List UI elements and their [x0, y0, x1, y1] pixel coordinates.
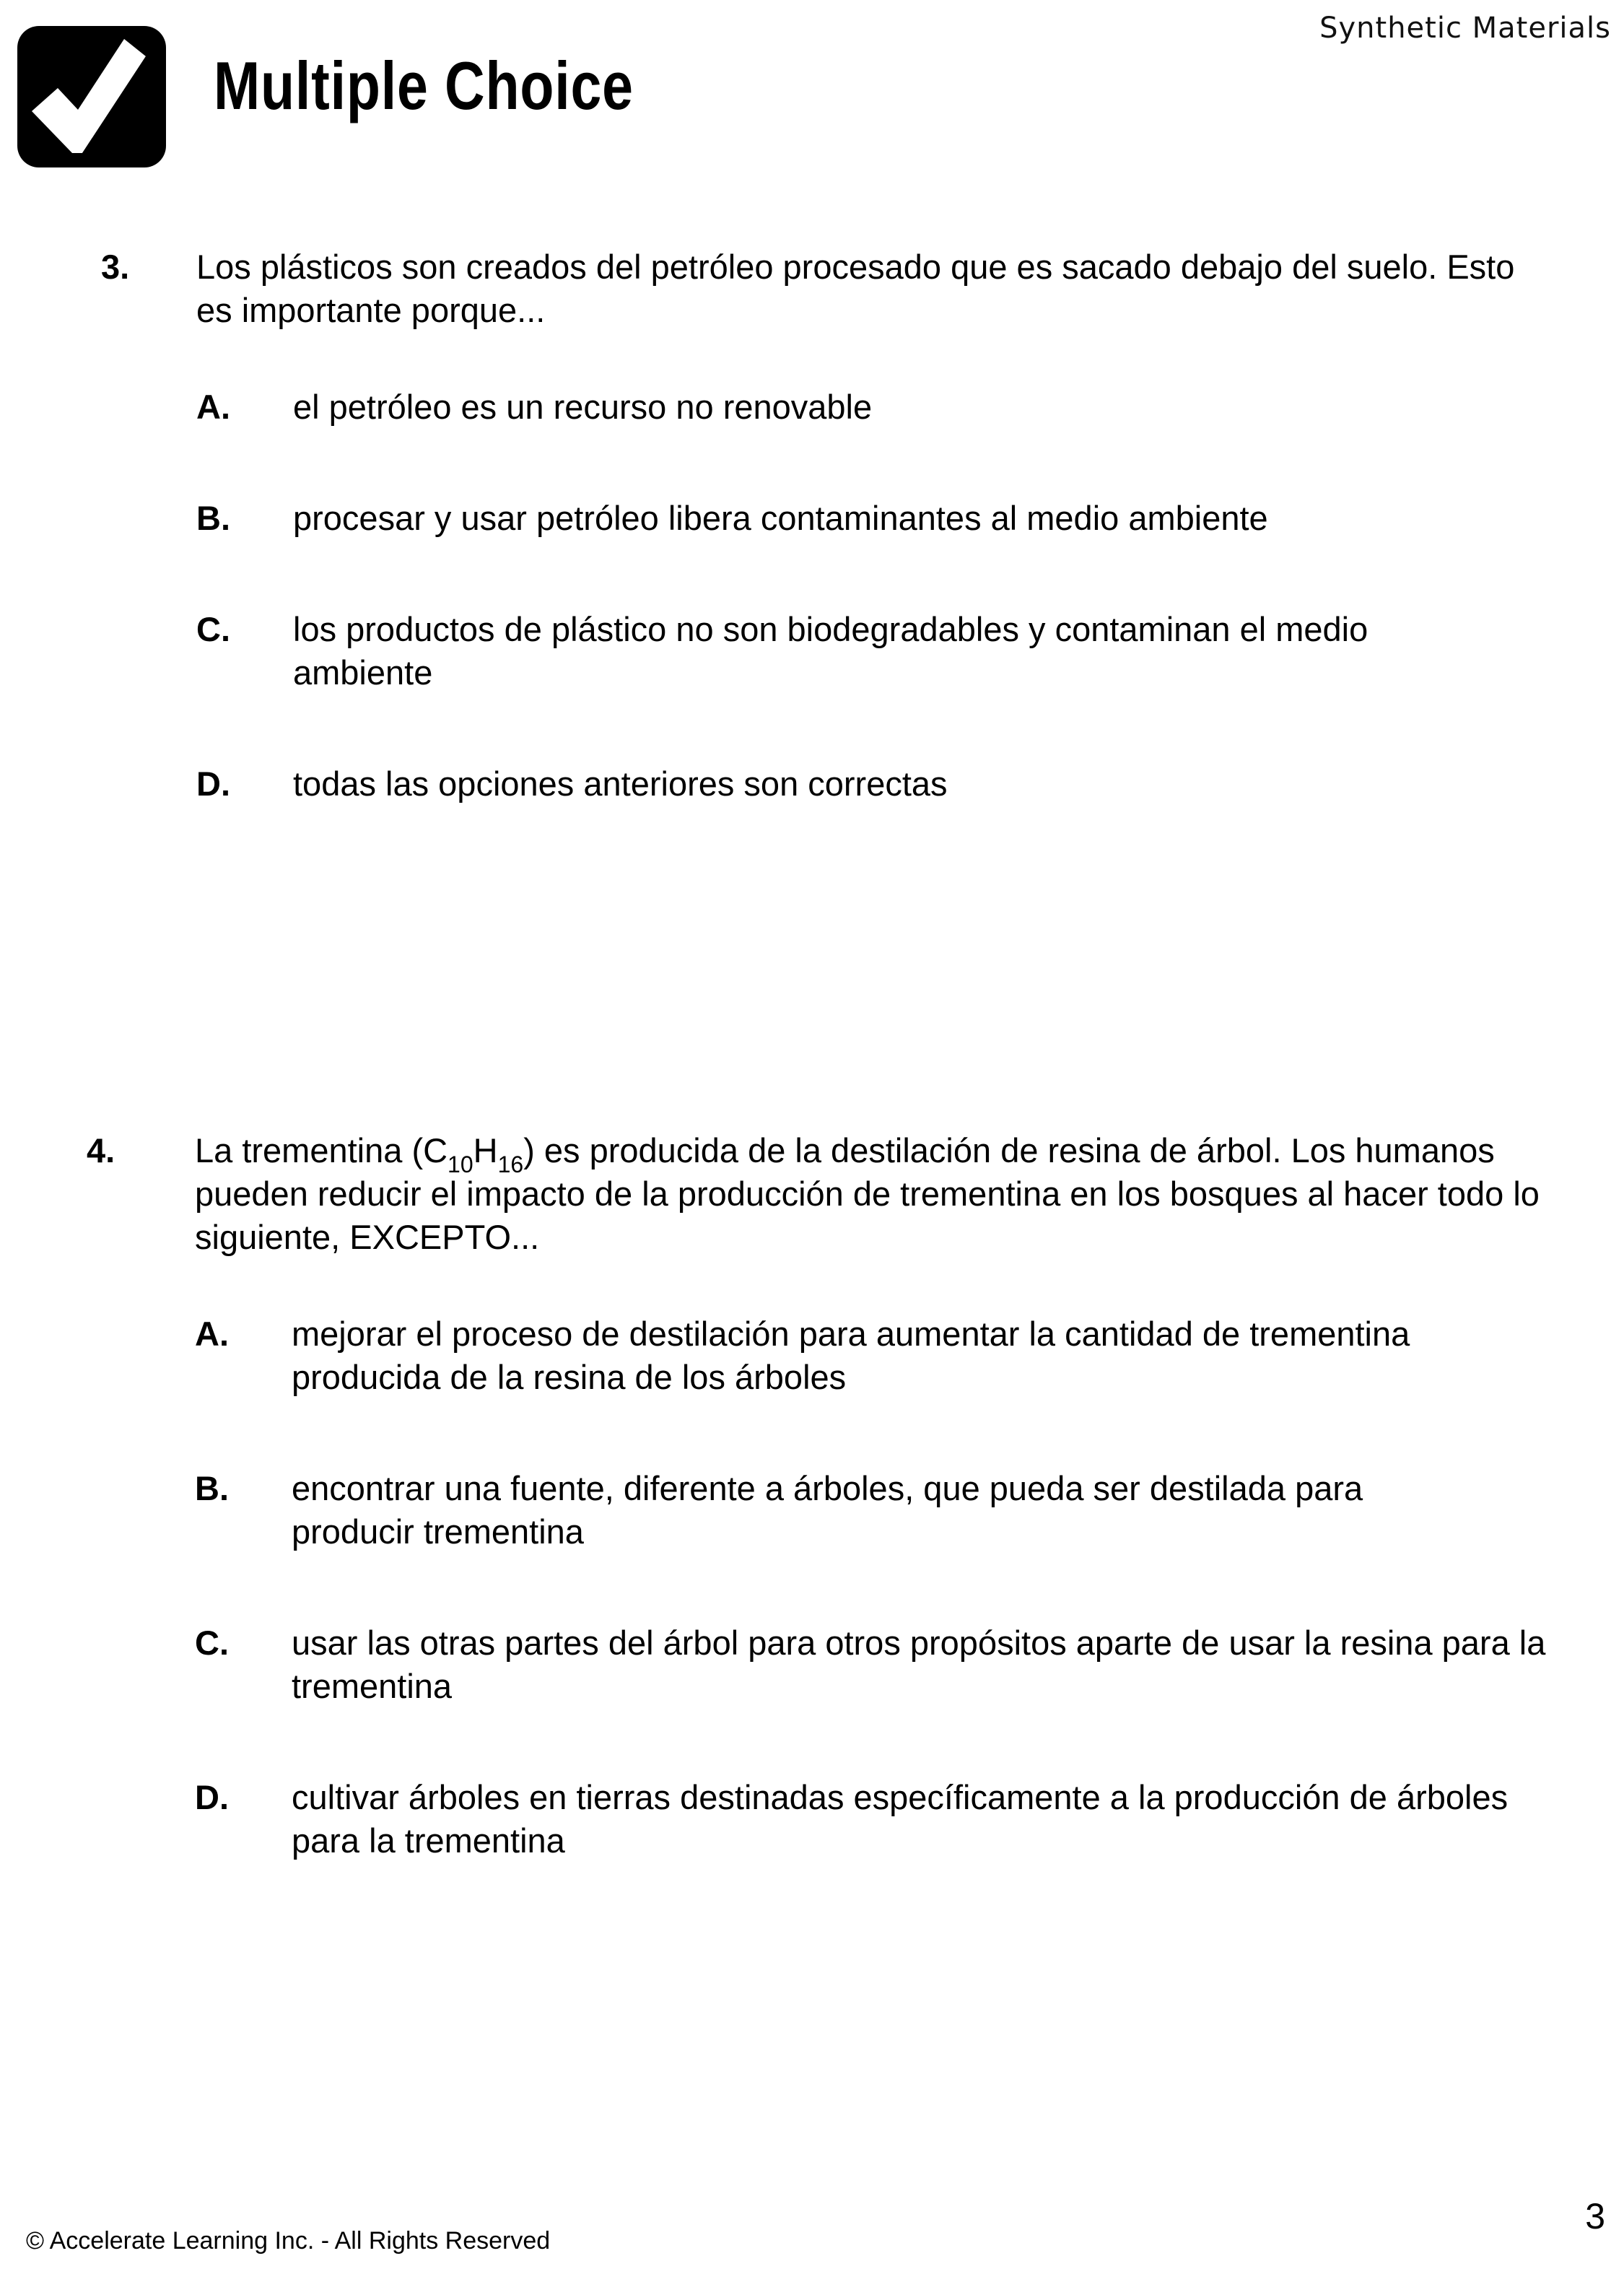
option-text: el petróleo es un recurso no renovable	[293, 388, 873, 426]
option-text: encontrar una fuente, diferente a árboles, que pueda ser destilada para producir trementina	[292, 1469, 1363, 1551]
checkmark-icon	[16, 25, 167, 169]
option-letter: A.	[196, 388, 230, 426]
question-text-part: La trementina (C	[195, 1131, 448, 1169]
question-number: 4.	[87, 1131, 115, 1169]
question-text-part: ) es producida de la destilación de resina de árbol. Los humanos pueden reducir el impacto de la producción de trementina en los bosques al hacer todo lo siguiente, EXCEPTO...	[195, 1131, 1540, 1256]
page-number: 3	[1585, 2196, 1605, 2236]
question-text-part: H	[473, 1131, 498, 1169]
option-letter: A.	[195, 1315, 229, 1353]
question-text: Los plásticos son creados del petróleo procesado que es sacado debajo del suelo. Esto es importante porque...	[196, 248, 1515, 329]
question-text	[195, 1129, 1552, 1259]
option-letter: D.	[195, 1778, 229, 1816]
option-text: procesar y usar petróleo libera contaminantes al medio ambiente	[293, 499, 1268, 537]
option-text: los productos de plástico no son biodegradables y contaminan el medio ambiente	[293, 610, 1368, 692]
topic-label: Synthetic Materials	[1319, 12, 1611, 45]
option-text: mejorar el proceso de destilación para aumentar la cantidad de trementina producida de la resina de los árboles	[292, 1315, 1410, 1396]
option-text: usar las otras partes del árbol para otros propósitos aparte de usar la resina para la trementina	[292, 1624, 1546, 1705]
option-letter: C.	[196, 610, 230, 648]
option-letter: D.	[196, 764, 230, 803]
subscript-carbon-count: 10	[448, 1151, 473, 1177]
option-letter: B.	[195, 1469, 229, 1507]
option-text: todas las opciones anteriores son correctas	[293, 764, 948, 803]
subscript-hydrogen-count: 16	[497, 1151, 524, 1177]
page-title: Multiple Choice	[214, 48, 634, 123]
option-text: cultivar árboles en tierras destinadas específicamente a la producción de árboles para la trementina	[292, 1778, 1509, 1860]
option-letter: B.	[196, 499, 230, 537]
question-number: 3.	[101, 248, 130, 286]
option-letter: C.	[195, 1624, 229, 1662]
copyright-notice: © Accelerate Learning Inc. - All Rights Reserved	[26, 2227, 551, 2255]
